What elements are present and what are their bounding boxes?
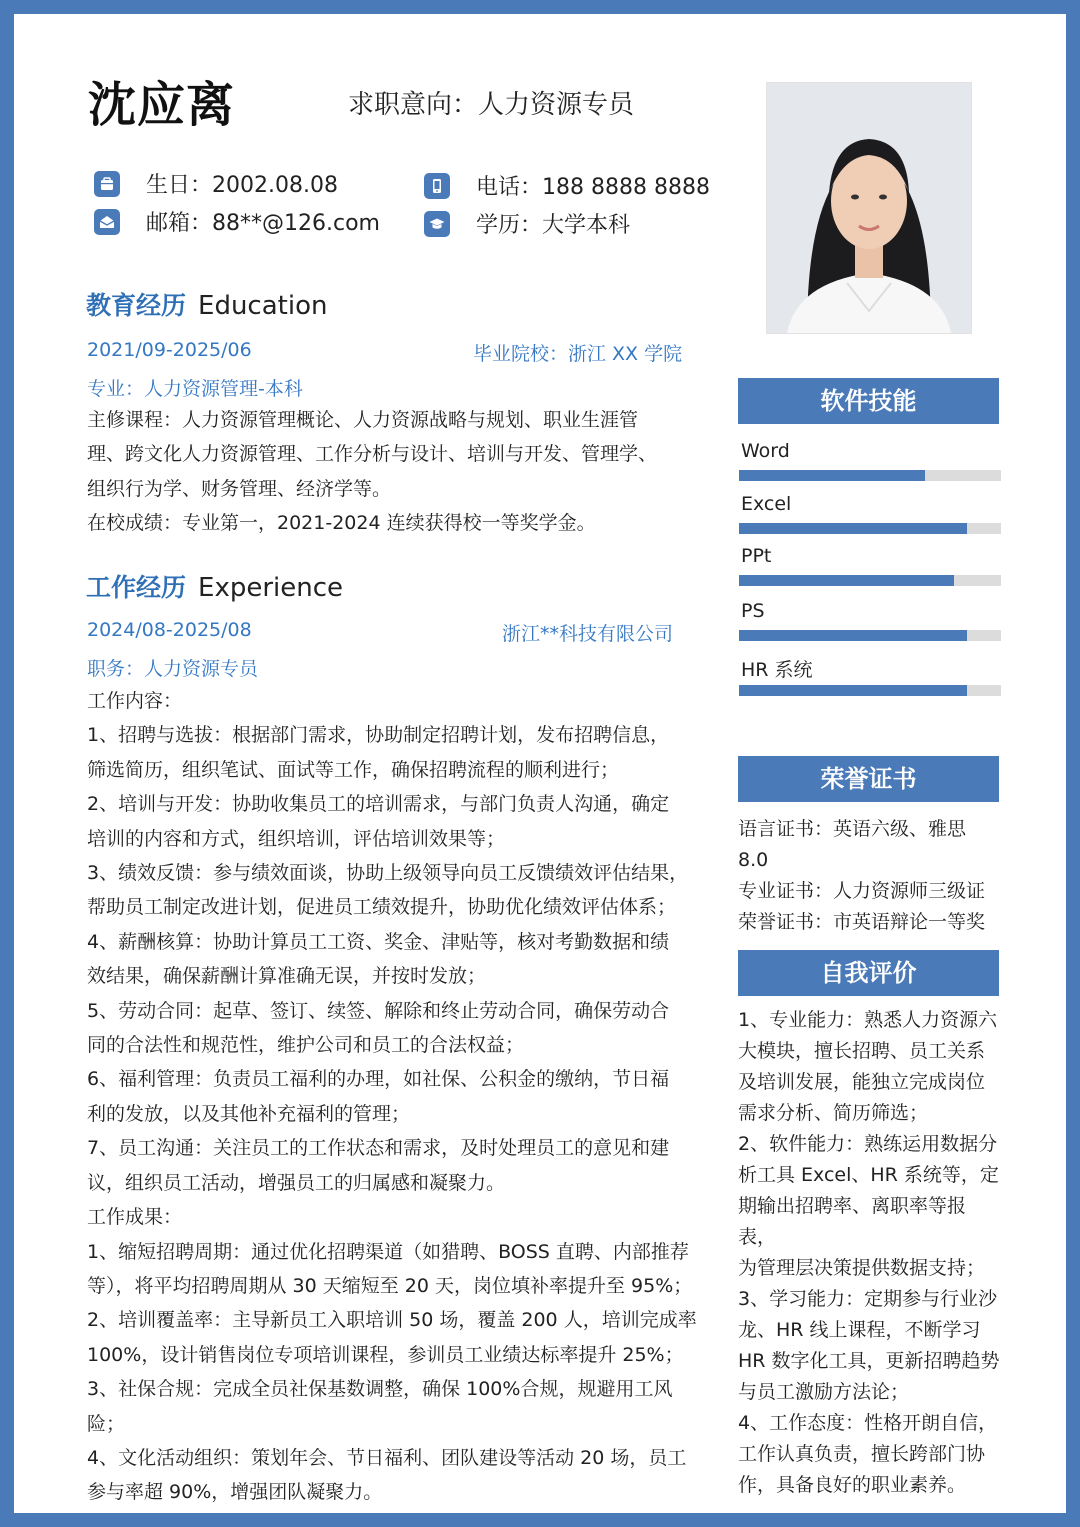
email-row	[94, 206, 380, 237]
skill-bar-hr-system	[739, 685, 1001, 696]
work-title-cn: 工作经历	[86, 573, 187, 602]
skill-label-ps: PS	[741, 600, 765, 622]
skill-bar-fill	[739, 630, 967, 641]
work-line: 工作内容：	[87, 690, 183, 712]
work-details	[87, 684, 707, 1510]
resume-page	[14, 14, 1066, 1513]
graduation-cap-icon	[424, 211, 450, 237]
self-eval-line: 析工具 Excel、HR 系统等，定	[738, 1164, 999, 1186]
self-eval-line: 期输出招聘率、离职率等报表，	[738, 1195, 967, 1248]
self-eval-line: 需求分析、简历筛选；	[738, 1102, 929, 1124]
candidate-name: 沈应离	[88, 77, 236, 133]
phone-icon	[424, 173, 450, 199]
email-text[interactable]: 邮箱：88**@126.com	[146, 211, 380, 236]
self-eval-line: 3、学习能力：定期参与行业沙	[738, 1288, 998, 1310]
skill-bar-excel	[739, 523, 1001, 534]
self-eval-line: 2、软件能力：熟练运用数据分	[738, 1133, 998, 1155]
self-eval-line: 龙、HR 线上课程，不断学习	[738, 1319, 981, 1341]
work-line: 2、培训覆盖率：主导新员工入职培训 50 场，覆盖 200 人，培训完成率	[87, 1309, 697, 1332]
honor-item: 语言证书：英语六级、雅思 8.0	[738, 818, 967, 871]
honors-header: 荣誉证书	[738, 756, 999, 802]
skill-bar-fill	[739, 523, 967, 534]
education-line: 理、跨文化人力资源管理、工作分析与设计、培训与开发、管理学、	[87, 443, 658, 466]
work-period: 2024/08-2025/08	[87, 619, 252, 641]
work-line: 6、福利管理：负责员工福利的办理，如社保、公积金的缴纳，节日福	[87, 1068, 670, 1091]
work-line: 1、招聘与选拔：根据部门需求，协助制定招聘计划，发布招聘信息，	[87, 724, 670, 747]
skill-bar-fill	[739, 575, 954, 586]
work-line: 5、劳动合同：起草、签订、续签、解除和终止劳动合同，确保劳动合	[87, 999, 670, 1022]
work-line: 3、社保合规：完成全员社保基数调整，确保 100%合规，规避用工风险；	[87, 1378, 673, 1435]
work-line: 4、薪酬核算：协助计算员工工资、奖金、津贴等，核对考勤数据和绩	[87, 930, 670, 953]
self-eval-line: 与员工激励方法论；	[738, 1381, 910, 1403]
skill-label-ppt: PPt	[741, 545, 772, 567]
skills-header: 软件技能	[738, 378, 999, 424]
profile-photo	[766, 82, 972, 334]
education-line: 组织行为学、财务管理、经济学等。	[87, 477, 392, 500]
birthday-row	[94, 168, 338, 199]
skill-label-hr-system: HR 系统	[741, 659, 813, 681]
education-section-title	[86, 286, 327, 322]
work-line: 参与率超 90%，增强团队凝聚力。	[87, 1481, 383, 1504]
work-title-en: Experience	[198, 573, 344, 603]
skill-label-excel: Excel	[741, 493, 792, 515]
self-eval-list	[738, 1005, 1000, 1501]
self-eval-line: 为管理层决策提供数据支持；	[738, 1257, 986, 1279]
work-line: 100%，设计销售岗位专项培训课程，参训员工业绩达标率提升 25%；	[87, 1343, 684, 1366]
honor-item: 荣誉证书：市英语辩论一等奖	[738, 911, 986, 933]
work-line: 1、缩短招聘周期：通过优化招聘渠道（如猎聘、BOSS 直聘、内部推荐	[87, 1240, 689, 1263]
work-line: 培训的内容和方式，组织培训，评估培训效果等；	[87, 827, 506, 850]
self-eval-line: 大模块，擅长招聘、员工关系	[738, 1040, 986, 1062]
work-line: 3、绩效反馈：参与绩效面谈，协助上级领导向员工反馈绩效评估结果，	[87, 862, 689, 885]
work-line: 7、员工沟通：关注员工的工作状态和需求，及时处理员工的意见和建	[87, 1137, 670, 1160]
calendar-icon	[94, 171, 120, 197]
self-eval-line: 作，具备良好的职业素养。	[738, 1474, 967, 1496]
work-line: 效结果，确保薪酬计算准确无误，并按时发放；	[87, 965, 487, 988]
education-details	[87, 403, 707, 541]
work-position: 职务：人力资源专员	[87, 658, 259, 680]
work-line: 议，组织员工活动，增强员工的归属感和凝聚力。	[87, 1171, 506, 1194]
skill-bar-word	[739, 470, 1001, 481]
work-line: 利的发放，以及其他补充福利的管理；	[87, 1102, 411, 1125]
education-line: 在校成绩：专业第一，2021-2024 连续获得校一等奖学金。	[87, 512, 596, 535]
work-line: 帮助员工制定改进计划，促进员工绩效提升，协助优化绩效评估体系；	[87, 896, 677, 919]
skill-label-word: Word	[741, 440, 790, 462]
skill-bar-fill	[739, 685, 967, 696]
work-line: 同的合法性和规范性，维护公司和员工的合法权益；	[87, 1034, 525, 1057]
education-title-cn: 教育经历	[86, 291, 187, 320]
honors-list	[738, 814, 1000, 938]
birthday-text: 生日：2002.08.08	[146, 173, 338, 198]
work-line: 筛选简历，组织笔试、面试等工作，确保招聘流程的顺利进行；	[87, 758, 620, 781]
work-company: 浙江**科技有限公司	[502, 623, 674, 645]
self-eval-line: 1、专业能力：熟悉人力资源六	[738, 1009, 998, 1031]
skill-bar-ps	[739, 630, 1001, 641]
work-line: 4、文化活动组织：策划年会、节日福利、团队建设等活动 20 场，员工	[87, 1446, 687, 1469]
mail-icon	[94, 209, 120, 235]
self-eval-line: HR 数字化工具，更新招聘趋势	[738, 1350, 1000, 1372]
work-line: 等），将平均招聘周期从 30 天缩短至 20 天，岗位填补率提升至 95%；	[87, 1274, 693, 1297]
education-major: 专业：人力资源管理-本科	[87, 378, 303, 400]
work-line: 工作成果：	[87, 1206, 183, 1229]
skill-bar-ppt	[739, 575, 1001, 586]
self-eval-line: 工作认真负责，擅长跨部门协	[738, 1443, 986, 1465]
self-eval-line: 4、工作态度：性格开朗自信，	[738, 1412, 998, 1434]
work-line: 2、培训与开发：协助收集员工的培训需求，与部门负责人沟通，确定	[87, 793, 670, 816]
phone-row	[424, 170, 710, 201]
work-section-title	[86, 568, 343, 604]
education-line: 主修课程：人力资源管理概论、人力资源战略与规划、职业生涯管	[87, 409, 639, 431]
education-school: 毕业院校：浙江 XX 学院	[473, 343, 683, 365]
phone-text[interactable]: 电话：188 8888 8888	[476, 175, 710, 200]
honor-item: 专业证书：人力资源师三级证	[738, 880, 986, 902]
education-row	[424, 208, 630, 239]
education-level-text: 学历：大学本科	[476, 213, 631, 238]
job-objective: 求职意向：人力资源专员	[348, 90, 635, 120]
skill-bar-fill	[739, 470, 925, 481]
education-period: 2021/09-2025/06	[87, 339, 252, 361]
self-eval-line: 及培训发展，能独立完成岗位	[738, 1071, 986, 1093]
education-title-en: Education	[198, 291, 328, 321]
self-eval-header: 自我评价	[738, 950, 999, 996]
